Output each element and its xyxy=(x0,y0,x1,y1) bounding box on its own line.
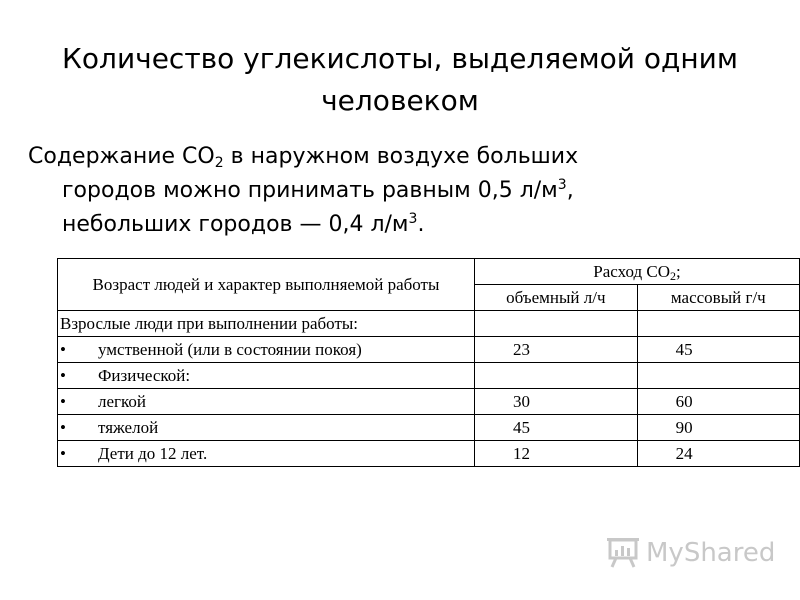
co2-table xyxy=(57,258,800,467)
row-label: тяжелой xyxy=(98,417,159,437)
header-mass: массовый г/ч xyxy=(637,285,799,311)
header-co2-consumption xyxy=(474,259,799,285)
row-label-cell xyxy=(58,337,475,363)
table-row xyxy=(58,441,800,467)
bullet-icon: • xyxy=(60,339,66,359)
bullet-icon: • xyxy=(60,417,66,437)
para-superscript: 3 xyxy=(557,177,567,193)
row-label: Дети до 12 лет. xyxy=(98,443,208,463)
para-text: городов можно принимать равным 0,5 л/м xyxy=(62,178,558,203)
row-label-cell xyxy=(58,389,475,415)
row-label-cell xyxy=(58,311,475,337)
row-label: легкой xyxy=(98,391,146,411)
bullet-icon: • xyxy=(60,391,66,411)
header-text: ; xyxy=(675,261,681,281)
para-text: , xyxy=(566,178,574,203)
mass-cell xyxy=(637,311,799,337)
para-superscript: 3 xyxy=(408,211,418,227)
para-line-2 xyxy=(28,174,758,208)
table-row xyxy=(58,389,800,415)
slide-title: Количество углекислоты, выделяемой одним человеком xyxy=(62,42,738,117)
table-header-row xyxy=(58,259,800,285)
mass-cell xyxy=(637,363,799,389)
row-label: Взрослые люди при выполнении работы: xyxy=(60,313,359,333)
bullet-icon: • xyxy=(60,443,66,463)
para-line-1 xyxy=(28,140,758,174)
para-text: . xyxy=(417,212,425,237)
para-subscript: 2 xyxy=(214,155,224,171)
para-text: в наружном воздухе больших xyxy=(223,144,579,169)
row-label: Физической: xyxy=(98,365,191,385)
logo-text: MyShared xyxy=(646,538,776,568)
myshared-logo xyxy=(606,537,775,569)
row-label-cell xyxy=(58,415,475,441)
header-subscript: 2 xyxy=(669,268,676,283)
table-row xyxy=(58,363,800,389)
volume-cell xyxy=(474,311,637,337)
bullet-icon: • xyxy=(60,365,66,385)
row-label: умственной (или в состоянии покоя) xyxy=(98,339,362,359)
volume-cell: 12 xyxy=(474,441,637,467)
table-row xyxy=(58,311,800,337)
mass-cell: 60 xyxy=(637,389,799,415)
table-row xyxy=(58,337,800,363)
row-label-cell xyxy=(58,363,475,389)
para-text: Содержание СО xyxy=(28,144,215,169)
mass-cell: 45 xyxy=(637,337,799,363)
volume-cell: 23 xyxy=(474,337,637,363)
volume-cell: 45 xyxy=(474,415,637,441)
para-line-3 xyxy=(28,208,758,242)
para-text: небольших городов — 0,4 л/м xyxy=(62,212,409,237)
mass-cell: 24 xyxy=(637,441,799,467)
header-text: Расход СО xyxy=(593,261,670,281)
row-label-cell xyxy=(58,441,475,467)
volume-cell xyxy=(474,363,637,389)
header-age-work: Возраст людей и характер выполняемой работы xyxy=(58,259,475,311)
presentation-board-icon xyxy=(606,537,640,569)
co2-paragraph xyxy=(28,140,758,242)
header-volume: объемный л/ч xyxy=(474,285,637,311)
volume-cell: 30 xyxy=(474,389,637,415)
table-row xyxy=(58,415,800,441)
mass-cell: 90 xyxy=(637,415,799,441)
